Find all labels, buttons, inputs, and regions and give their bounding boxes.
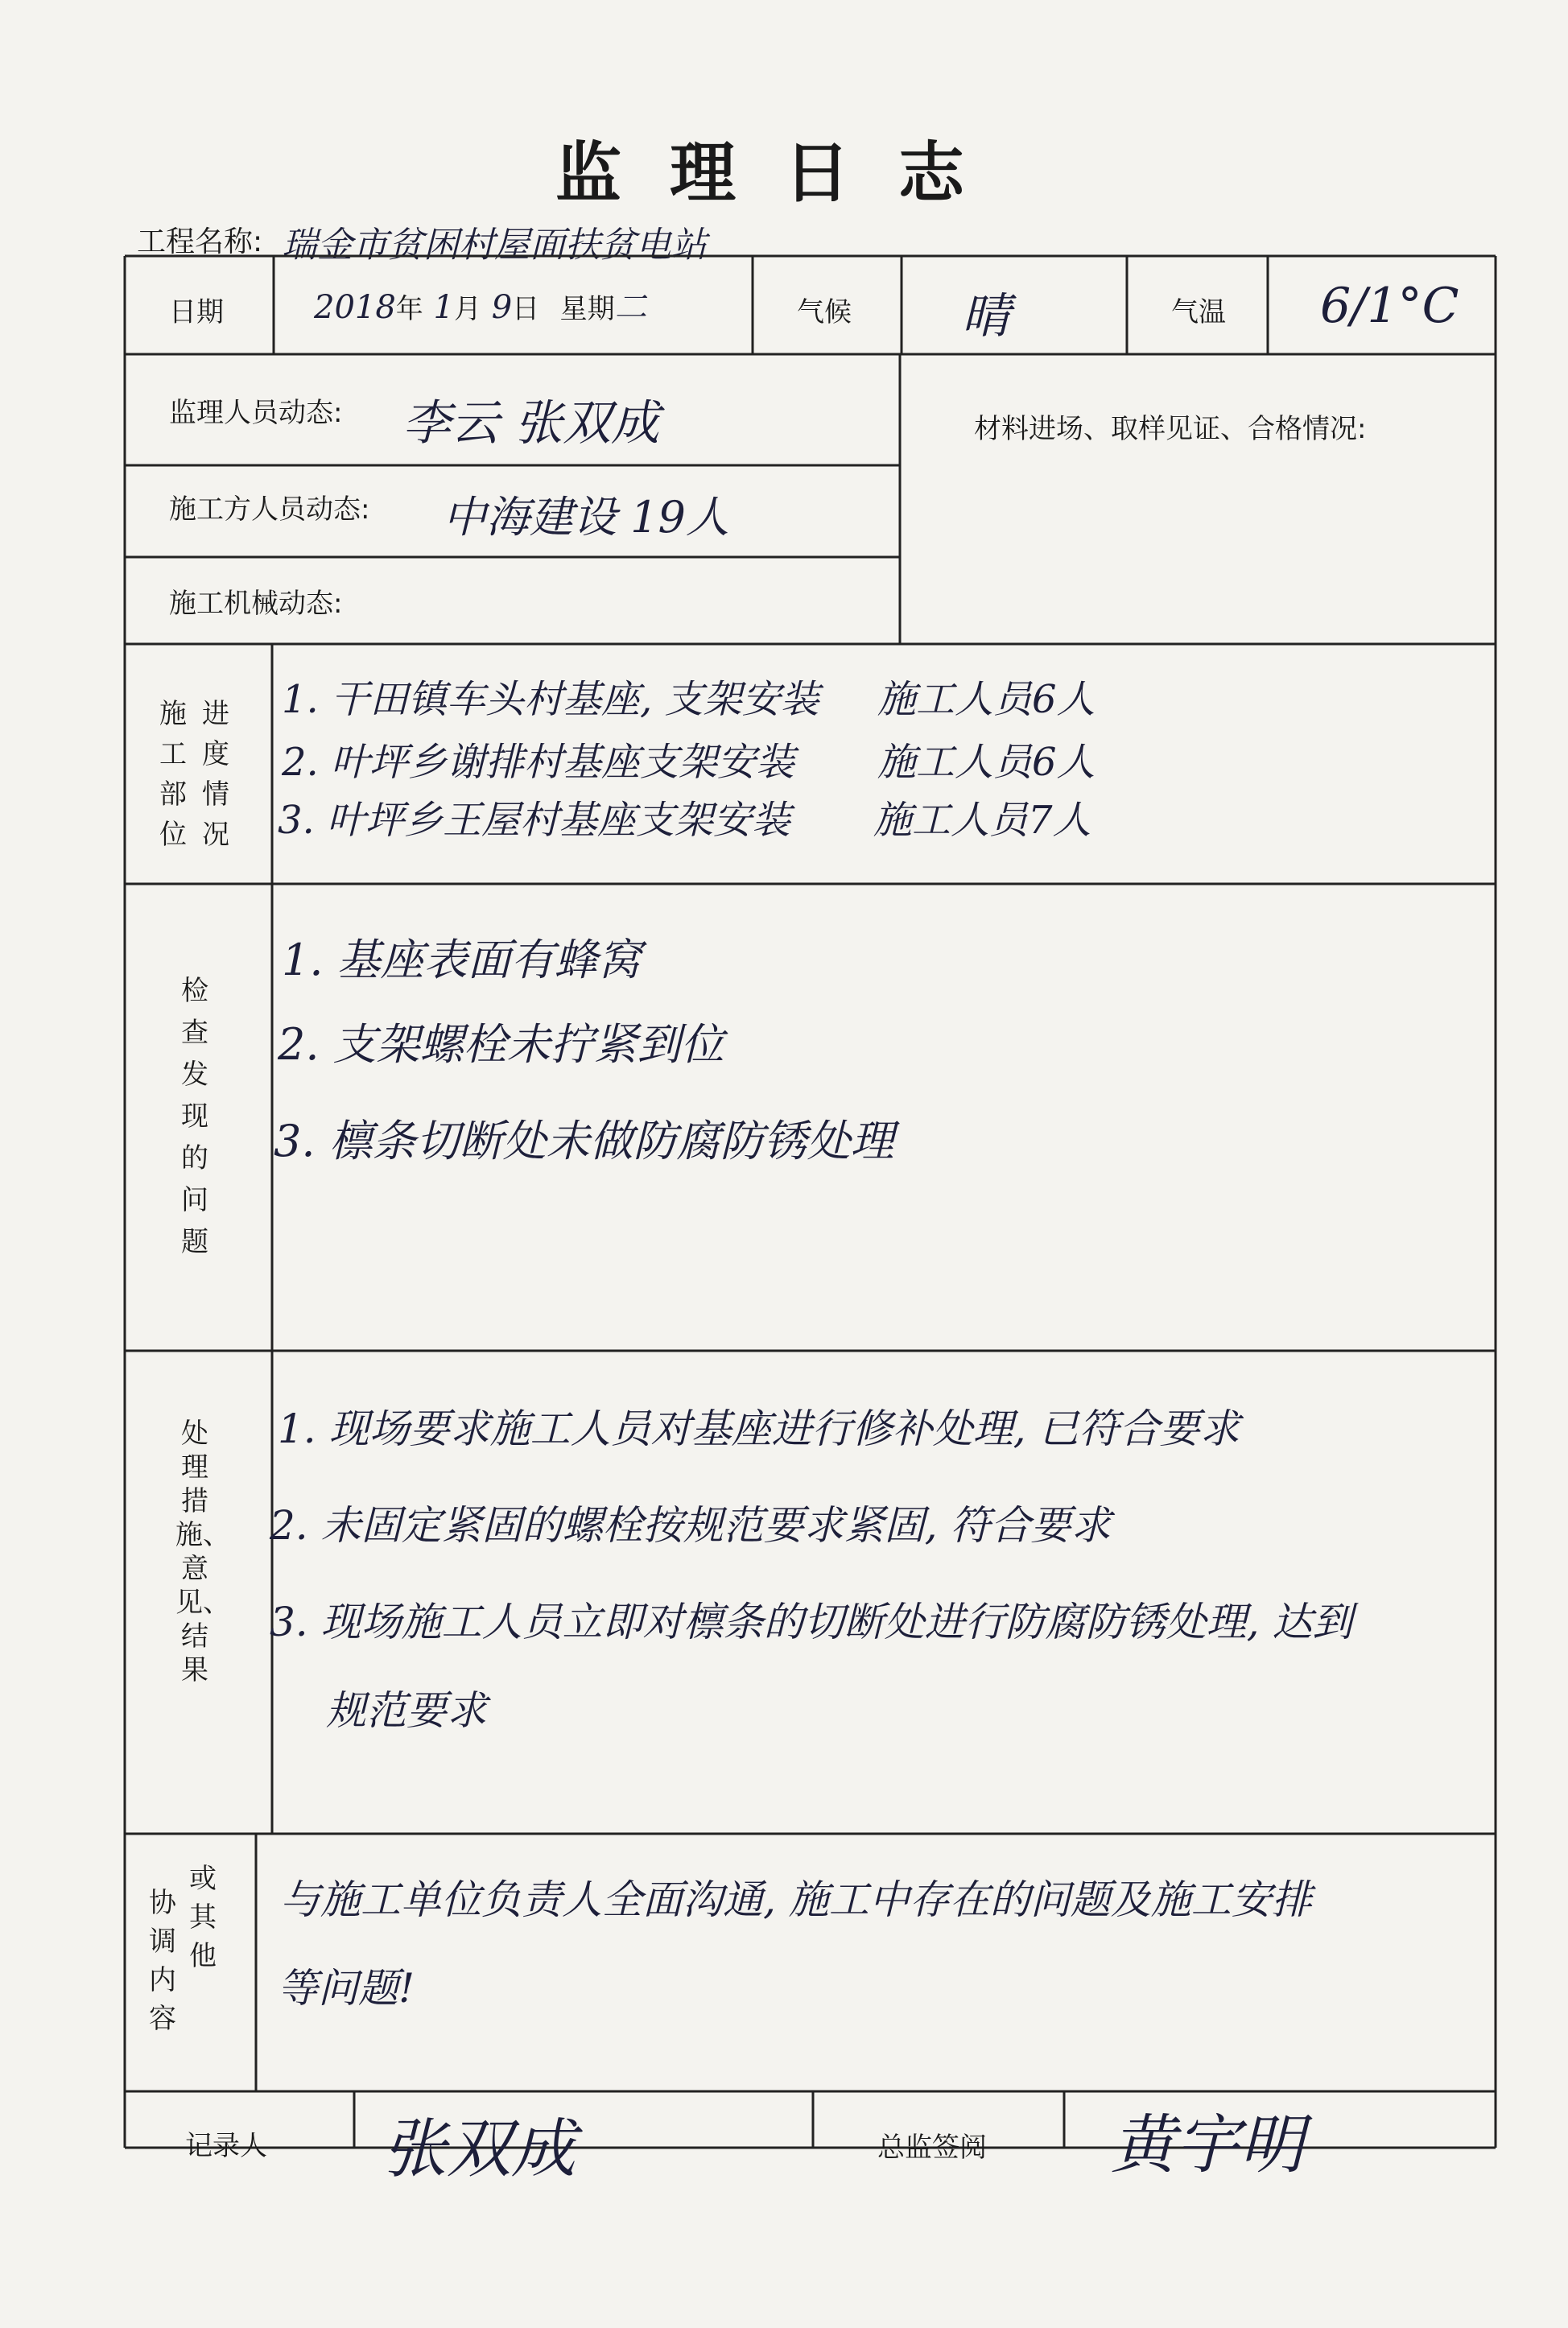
chief-review-label: 总监签阅 bbox=[877, 2132, 987, 2164]
weekday-label: 星期 bbox=[559, 293, 615, 325]
supervisor-staff-value: 李云 张双成 bbox=[402, 395, 660, 452]
issue-item: 2. 支架螺栓未拧紧到位 bbox=[278, 1019, 724, 1070]
weather-value: 晴 bbox=[962, 288, 1010, 345]
measures-label: 处理措施、意见、结果 bbox=[175, 1418, 230, 1686]
measure-item: 规范要求 bbox=[326, 1687, 487, 1734]
progress-item-text: 2. 叶坪乡谢排村基座支架安装 bbox=[282, 740, 795, 785]
date-day: 9 bbox=[491, 289, 513, 326]
supervisor-staff-label: 监理人员动态: bbox=[169, 397, 343, 429]
progress-item-crew: 施工人员6人 bbox=[877, 740, 1096, 785]
recorder-label: 记录人 bbox=[185, 2130, 267, 2162]
progress-item-crew: 施工人员6人 bbox=[877, 677, 1096, 722]
contractor-staff-value: 中海建设 19人 bbox=[443, 492, 729, 543]
machinery-label: 施工机械动态: bbox=[169, 588, 343, 620]
weekday-value: 二 bbox=[614, 289, 647, 326]
progress-label-col2: 进度情况 bbox=[202, 698, 229, 851]
weather-label: 气候 bbox=[797, 296, 852, 328]
progress-item-text: 1. 干田镇车头村基座, 支架安装 bbox=[282, 677, 819, 722]
issue-item: 1. 基座表面有蜂窝 bbox=[282, 935, 642, 985]
measure-item: 3. 现场施工人员立即对檩条的切断处进行防腐防锈处理, 达到 bbox=[270, 1599, 1353, 1645]
coordination-label-col2: 或其他 bbox=[189, 1863, 217, 1972]
progress-item bbox=[282, 731, 1096, 786]
progress-item-crew: 施工人员7人 bbox=[873, 798, 1091, 843]
project-name-label: 工程名称: bbox=[137, 225, 263, 258]
progress-item-text: 3. 叶坪乡王屋村基座支架安装 bbox=[278, 798, 791, 843]
date-field bbox=[314, 282, 647, 328]
coordination-line: 等问题! bbox=[278, 1965, 415, 2012]
date-month-unit: 月 bbox=[453, 293, 481, 325]
progress-item bbox=[282, 668, 1096, 724]
progress-label-col1: 施工部位 bbox=[159, 698, 187, 851]
date-label: 日期 bbox=[169, 296, 224, 328]
date-month: 1 bbox=[433, 289, 454, 326]
measure-item: 1. 现场要求施工人员对基座进行修补处理, 已符合要求 bbox=[278, 1405, 1240, 1452]
temperature-value: 6/1°C bbox=[1320, 278, 1459, 334]
page-title: 监理日志 bbox=[555, 135, 1013, 212]
recorder-signature: 张双成 bbox=[382, 2111, 576, 2186]
coordination-line: 与施工单位负责人全面沟通, 施工中存在的问题及施工安排 bbox=[280, 1876, 1312, 1923]
issue-item: 3. 檩条切断处未做防腐防锈处理 bbox=[274, 1116, 894, 1166]
measure-item: 2. 未固定紧固的螺栓按规范要求紧固, 符合要求 bbox=[270, 1502, 1112, 1549]
issues-label: 检查发现的问题 bbox=[181, 975, 208, 1258]
contractor-staff-label: 施工方人员动态: bbox=[169, 493, 370, 526]
progress-item bbox=[278, 789, 1091, 844]
date-day-unit: 日 bbox=[512, 293, 540, 325]
date-year-unit: 年 bbox=[395, 293, 423, 325]
materials-label: 材料进场、取样见证、合格情况: bbox=[974, 413, 1367, 445]
project-name-value: 瑞金市贫困村屋面扶贫电站 bbox=[282, 225, 707, 266]
chief-review-signature: 黄宇明 bbox=[1111, 2107, 1304, 2182]
coordination-label-col1: 协调内容 bbox=[149, 1887, 176, 2035]
temperature-label: 气温 bbox=[1171, 296, 1226, 328]
date-year: 2018 bbox=[314, 289, 396, 326]
